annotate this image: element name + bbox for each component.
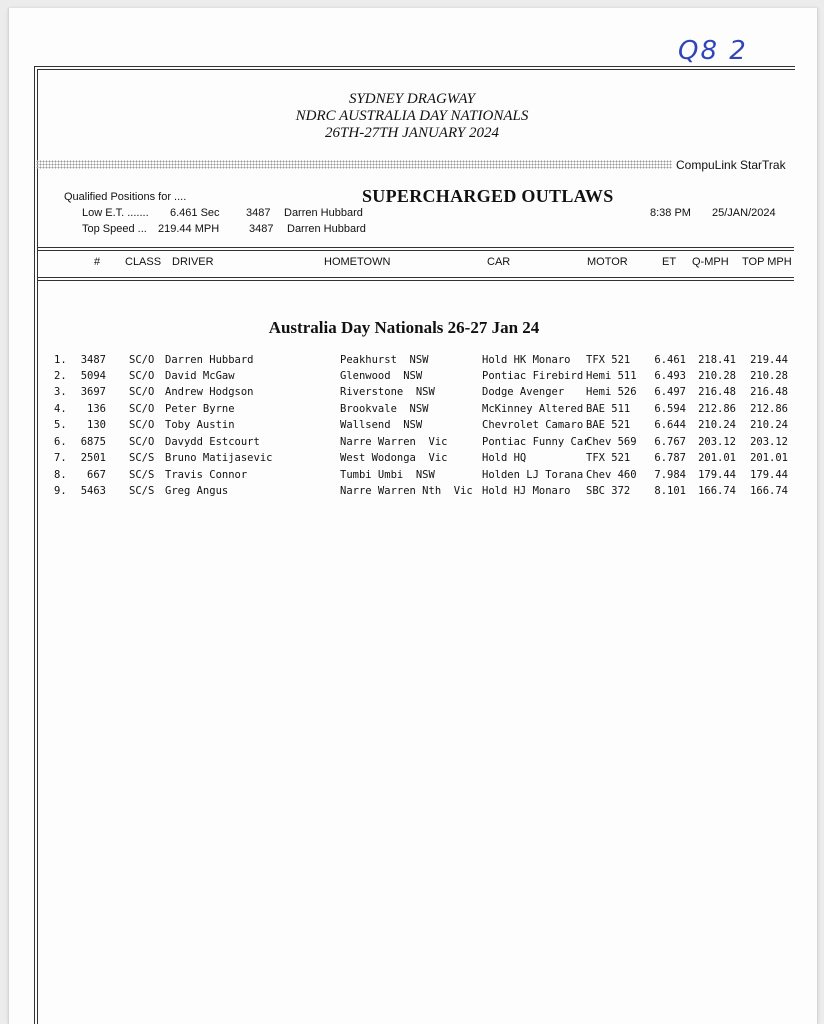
col-class: CLASS <box>125 256 162 268</box>
cell-position: 3. <box>54 386 67 398</box>
cell-motor: SBC 372 <box>586 485 631 497</box>
cell-motor: Chev 569 <box>586 436 637 448</box>
cell-qmph: 166.74 <box>698 485 736 497</box>
top-speed-driver: Darren Hubbard <box>287 223 366 235</box>
cell-car: Dodge Avenger <box>482 386 565 398</box>
print-date: 25/JAN/2024 <box>712 207 776 219</box>
class-title: SUPERCHARGED OUTLAWS <box>362 186 614 206</box>
cell-class: SC/O <box>129 403 155 415</box>
cell-top-mph: 210.28 <box>750 370 788 382</box>
cell-et: 6.787 <box>654 452 686 464</box>
table-row <box>0 386 824 402</box>
cell-et: 6.594 <box>654 403 686 415</box>
cell-car: McKinney Altered <box>482 403 584 415</box>
cell-driver: Toby Austin <box>165 419 235 431</box>
cell-driver: Darren Hubbard <box>165 354 254 366</box>
cell-et: 6.493 <box>654 370 686 382</box>
cell-car: Hold HJ Monaro <box>482 485 571 497</box>
cell-hometown: Riverstone NSW <box>340 386 435 398</box>
cell-number: 3487 <box>80 354 106 366</box>
cell-number: 667 <box>87 469 106 481</box>
header-rule-bottom <box>38 277 794 278</box>
table-row <box>0 403 824 419</box>
cell-qmph: 210.24 <box>698 419 736 431</box>
cell-motor: BAE 521 <box>586 419 631 431</box>
timing-system: CompuLink StarTrak <box>676 158 786 172</box>
cell-driver: Davydd Estcourt <box>165 436 260 448</box>
low-et-value: 6.461 Sec <box>170 207 220 219</box>
cell-qmph: 179.44 <box>698 469 736 481</box>
top-speed-label: Top Speed ... <box>82 223 147 235</box>
cell-position: 7. <box>54 452 67 464</box>
cell-motor: TFX 521 <box>586 452 631 464</box>
top-speed-value: 219.44 MPH <box>158 223 220 235</box>
cell-number: 5094 <box>80 370 106 382</box>
cell-top-mph: 216.48 <box>750 386 788 398</box>
table-row <box>0 370 824 386</box>
cell-class: SC/O <box>129 370 155 382</box>
cell-driver: Greg Angus <box>165 485 229 497</box>
cell-top-mph: 219.44 <box>750 354 788 366</box>
low-et-label: Low E.T. ....... <box>82 207 149 219</box>
cell-qmph: 201.01 <box>698 452 736 464</box>
dotted-divider <box>36 160 672 169</box>
cell-position: 4. <box>54 403 67 415</box>
cell-top-mph: 166.74 <box>750 485 788 497</box>
table-row <box>0 485 824 501</box>
col-top-mph: TOP MPH <box>742 256 792 268</box>
cell-driver: Bruno Matijasevic <box>165 452 273 464</box>
cell-number: 2501 <box>80 452 106 464</box>
cell-class: SC/S <box>129 452 155 464</box>
cell-top-mph: 212.86 <box>750 403 788 415</box>
cell-et: 8.101 <box>654 485 686 497</box>
cell-hometown: Narre Warren Vic <box>340 436 448 448</box>
event-dates: 26TH-27TH JANUARY 2024 <box>325 125 499 141</box>
table-row <box>0 419 824 435</box>
cell-qmph: 210.28 <box>698 370 736 382</box>
cell-number: 3697 <box>80 386 106 398</box>
cell-top-mph: 203.12 <box>750 436 788 448</box>
cell-class: SC/S <box>129 469 155 481</box>
cell-number: 6875 <box>80 436 106 448</box>
cell-class: SC/O <box>129 386 155 398</box>
col-car: CAR <box>487 256 511 268</box>
cell-qmph: 218.41 <box>698 354 736 366</box>
cell-hometown: Narre Warren Nth Vic <box>340 485 473 497</box>
cell-et: 7.984 <box>654 469 686 481</box>
cell-qmph: 203.12 <box>698 436 736 448</box>
cell-hometown: Glenwood NSW <box>340 370 423 382</box>
header-rule-bottom-2 <box>38 280 794 281</box>
cell-motor: Chev 460 <box>586 469 637 481</box>
table-row <box>0 354 824 370</box>
cell-top-mph: 179.44 <box>750 469 788 481</box>
track-name: SYDNEY DRAGWAY <box>348 91 476 107</box>
cell-class: SC/S <box>129 485 155 497</box>
cell-hometown: West Wodonga Vic <box>340 452 448 464</box>
cell-qmph: 212.86 <box>698 403 736 415</box>
top-speed-number: 3487 <box>249 223 274 235</box>
low-et-driver: Darren Hubbard <box>284 207 363 219</box>
cell-et: 6.767 <box>654 436 686 448</box>
col-qmph: Q-MPH <box>692 256 729 268</box>
cell-hometown: Brookvale NSW <box>340 403 429 415</box>
col-motor: MOTOR <box>587 256 628 268</box>
cell-class: SC/O <box>129 436 155 448</box>
cell-car: Pontiac Firebird <box>482 370 584 382</box>
cell-class: SC/O <box>129 354 155 366</box>
cell-driver: Travis Connor <box>165 469 248 481</box>
event-series: NDRC AUSTRALIA DAY NATIONALS <box>295 108 529 124</box>
cell-driver: Andrew Hodgson <box>165 386 254 398</box>
cell-et: 6.497 <box>654 386 686 398</box>
cell-position: 1. <box>54 354 67 366</box>
table-row <box>0 436 824 452</box>
cell-car: Holden LJ Torana <box>482 469 584 481</box>
cell-driver: Peter Byrne <box>165 403 235 415</box>
col-driver: DRIVER <box>172 256 214 268</box>
print-time: 8:38 PM <box>650 207 691 219</box>
cell-car: Pontiac Funny Car <box>482 436 590 448</box>
cell-car: Chevrolet Camaro <box>482 419 584 431</box>
cell-top-mph: 201.01 <box>750 452 788 464</box>
cell-car: Hold HQ <box>482 452 527 464</box>
header-rule-top-2 <box>38 250 794 251</box>
cell-driver: David McGaw <box>165 370 235 382</box>
cell-motor: Hemi 511 <box>586 370 637 382</box>
cell-number: 136 <box>87 403 106 415</box>
cell-motor: TFX 521 <box>586 354 631 366</box>
cell-hometown: Wallsend NSW <box>340 419 423 431</box>
cell-hometown: Peakhurst NSW <box>340 354 429 366</box>
cell-position: 9. <box>54 485 67 497</box>
cell-motor: Hemi 526 <box>586 386 637 398</box>
col-number: # <box>94 256 101 268</box>
col-hometown: HOMETOWN <box>324 256 391 268</box>
cell-position: 8. <box>54 469 67 481</box>
cell-number: 5463 <box>80 485 106 497</box>
cell-position: 6. <box>54 436 67 448</box>
cell-car: Hold HK Monaro <box>482 354 571 366</box>
header-rule-top <box>38 247 794 248</box>
cell-top-mph: 210.24 <box>750 419 788 431</box>
cell-position: 2. <box>54 370 67 382</box>
col-et: ET <box>662 256 677 268</box>
results-subtitle: Australia Day Nationals 26-27 Jan 24 <box>268 318 540 337</box>
cell-et: 6.461 <box>654 354 686 366</box>
cell-motor: BAE 511 <box>586 403 631 415</box>
cell-class: SC/O <box>129 419 155 431</box>
cell-hometown: Tumbi Umbi NSW <box>340 469 435 481</box>
cell-position: 5. <box>54 419 67 431</box>
handwritten-note: Q8 2 <box>678 36 748 66</box>
cell-number: 130 <box>87 419 106 431</box>
qualified-label: Qualified Positions for .... <box>64 191 187 203</box>
cell-qmph: 216.48 <box>698 386 736 398</box>
low-et-number: 3487 <box>246 207 271 219</box>
table-row <box>0 452 824 468</box>
table-row <box>0 469 824 485</box>
frame-inner-line <box>37 69 38 1024</box>
cell-et: 6.644 <box>654 419 686 431</box>
